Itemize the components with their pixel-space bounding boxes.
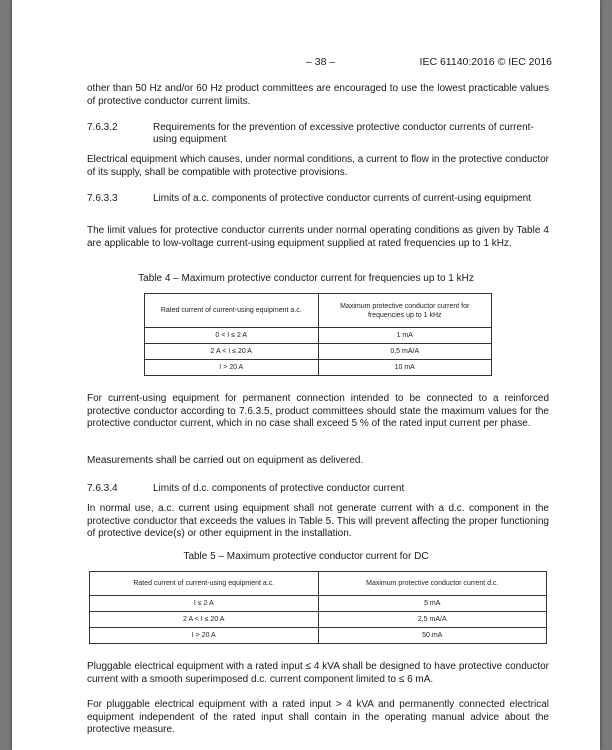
table-cell: I ≤ 2 A <box>90 596 319 612</box>
table-cell: 2 A < I ≤ 20 A <box>145 344 319 360</box>
table-cell: 2 A < I ≤ 20 A <box>90 612 319 628</box>
paragraph: Pluggable electrical equipment with a rated input ≤ 4 kVA shall be designed to have protective conductor current with a smooth superimposed d.c. current component limited to ≤ 6 mA. <box>87 661 549 685</box>
column-header: Rated current of current-using equipment a.c. <box>145 294 319 328</box>
section-title: Requirements for the prevention of excessive protective conductor currents of current-using equipment <box>153 122 534 145</box>
table-cell: I > 20 A <box>90 628 319 644</box>
section-text: Electrical equipment which causes, under normal conditions, a current to flow in the protective conductor of its supply, shall be compatible with protective provisions. <box>87 154 549 178</box>
table-row <box>145 360 492 376</box>
column-header: Rated current of current-using equipment a.c. <box>90 572 319 596</box>
table-4 <box>144 293 492 376</box>
table-row <box>90 612 547 628</box>
column-header: Maximum protective conductor current for frequencies up to 1 kHz <box>318 294 492 328</box>
page-number: – 38 – <box>306 56 336 68</box>
table-row <box>145 344 492 360</box>
section-text: In normal use, a.c. current using equipment shall not generate current with a d.c. component in the protective conductor that exceeds the values in Table 5. This will prevent affecting the proper functioning of protective device(s) or other equipment in the installation. <box>87 503 549 539</box>
standard-reference: IEC 61140:2016 © IEC 2016 <box>419 56 552 68</box>
column-header: Maximum protective conductor current d.c. <box>318 572 547 596</box>
table-cell: 50 mA <box>318 628 547 644</box>
table-cell: I > 20 A <box>145 360 319 376</box>
paragraph: Measurements shall be carried out on equipment as delivered. <box>87 455 364 466</box>
intro-paragraph: other than 50 Hz and/or 60 Hz product committees are encouraged to use the lowest practicable values of protective conductor current limits. <box>87 83 549 107</box>
table-caption: Table 5 – Maximum protective conductor current for DC <box>183 551 429 562</box>
section-text: The limit values for protective conductor currents under normal operating conditions as given by Table 4 are applicable to low-voltage current-using equipment supplied at rated frequencies up to 1 kHz. <box>87 225 549 249</box>
section-number: 7.6.3.2 <box>87 122 118 133</box>
section-title: Limits of d.c. components of protective conductor current <box>153 483 405 494</box>
table-5 <box>89 571 547 644</box>
table-cell: 10 mA <box>318 360 492 376</box>
table-cell: 5 mA <box>318 596 547 612</box>
paragraph: For pluggable electrical equipment with a rated input > 4 kVA and permanently connected electrical equipment independent of the rated input shall contain in the operating manual advice about the protective measure. <box>87 699 549 735</box>
table-cell: 0 < I ≤ 2 A <box>145 328 319 344</box>
table-row <box>145 328 492 344</box>
paragraph: For current-using equipment for permanent connection intended to be connected to a reinforced protective conductor according to 7.6.3.5, product committees should state the maximum values for the protective conductor current, which in no case shall exceed 5 % of the rated input current per phase. <box>87 393 549 429</box>
table-row <box>90 596 547 612</box>
table-caption: Table 4 – Maximum protective conductor current for frequencies up to 1 kHz <box>138 273 474 284</box>
section-number: 7.6.3.4 <box>87 483 118 494</box>
table-cell: 2,5 mA/A <box>318 612 547 628</box>
document-page <box>12 0 600 750</box>
table-cell: 0,5 mA/A <box>318 344 492 360</box>
table-cell: 1 mA <box>318 328 492 344</box>
section-title: Limits of a.c. components of protective conductor currents of current-using equipment <box>153 193 531 204</box>
table-row <box>90 628 547 644</box>
section-number: 7.6.3.3 <box>87 193 118 204</box>
